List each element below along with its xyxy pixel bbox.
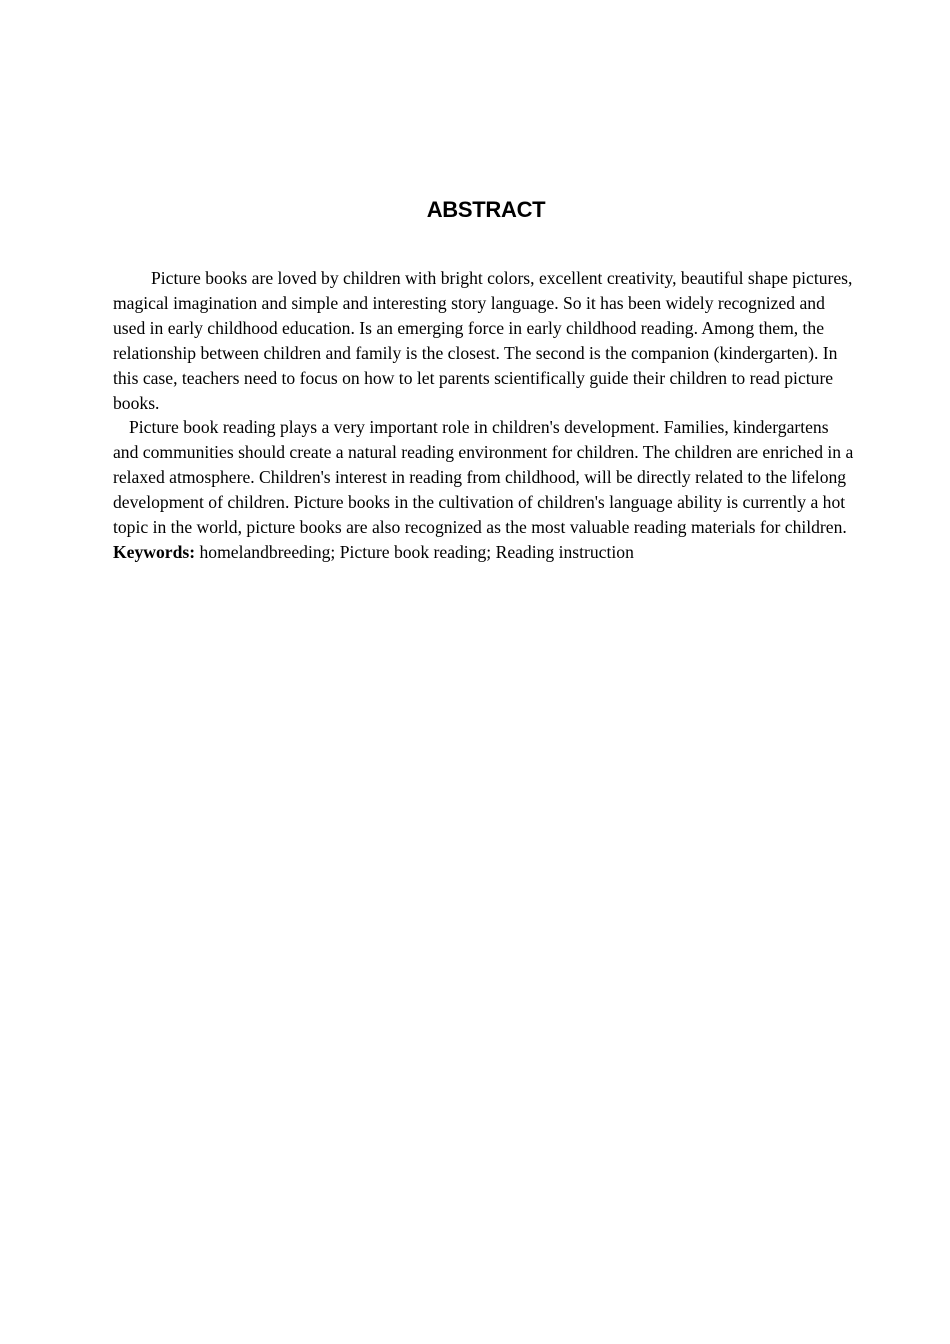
abstract-heading: ABSTRACT	[426, 197, 546, 222]
keywords-label: Keywords:	[113, 541, 196, 562]
keywords-text: homelandbreeding; Picture book reading; Reading instruction	[199, 541, 634, 562]
abstract-paragraph-1: Picture books are loved by children with bright colors, excellent creativity, beautiful shape pictures, magical imagination and simple and interesting story language. So it has been widely recognized and used in early childhood education. Is an emerging force in early childhood reading. Among them, the relationship between children and family is the closest. The second is the companion (kindergarten). In this case, teachers need to focus on how to let parents scientifically guide their children to read picture books.	[113, 268, 853, 413]
abstract-body	[113, 266, 858, 565]
keywords-line	[113, 540, 858, 565]
abstract-paragraph-2: Picture book reading plays a very important role in children's development. Families, kindergartens and communities should create a natural reading environment for children. The children are enriched in a relaxed atmosphere. Children's interest in reading from childhood, will be directly related to the lifelong development of children. Picture books in the cultivation of children's language ability is currently a hot topic in the world, picture books are also recognized as the most valuable reading materials for children.	[113, 417, 854, 538]
